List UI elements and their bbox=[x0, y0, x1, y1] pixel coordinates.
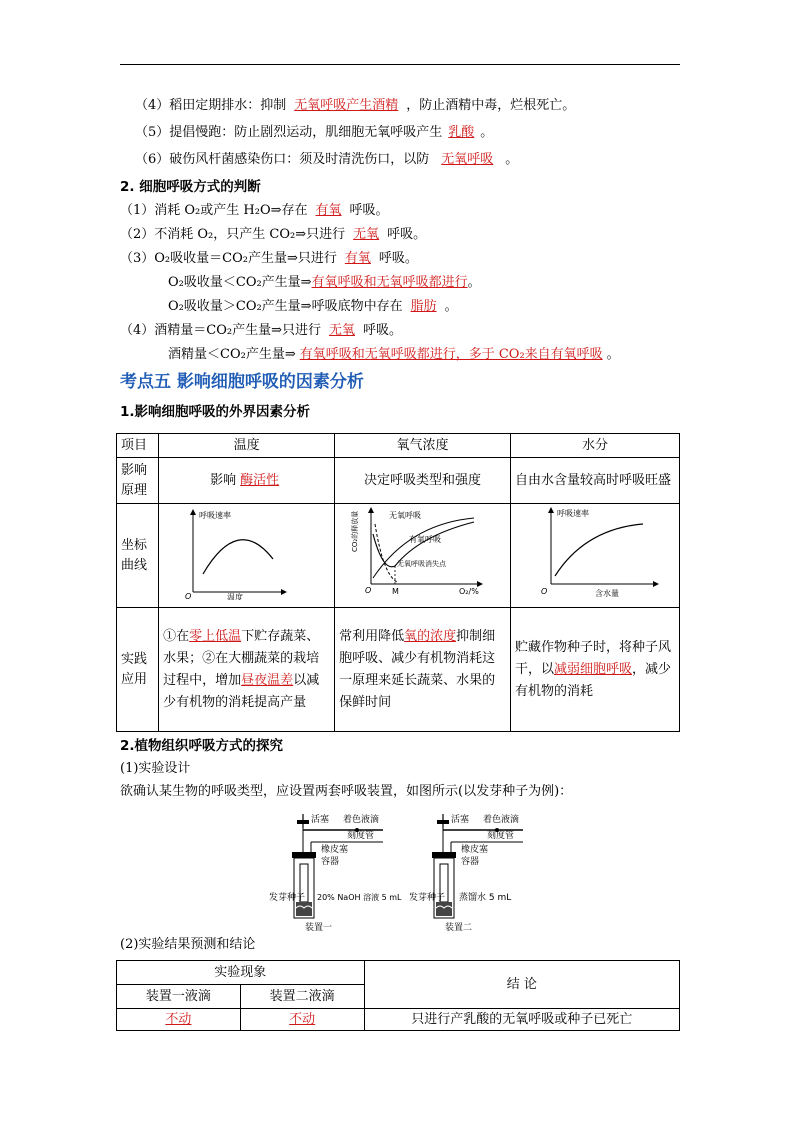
water-origin: O bbox=[540, 587, 548, 596]
temp-application: ①在零上低温下贮存蔬菜、水果；②在大棚蔬菜的栽培过程中，增加昼夜温差以减少有机物的消耗提高产量 bbox=[159, 608, 335, 732]
label-scale-tube-1: 刻度管 bbox=[347, 831, 375, 841]
label-stopper-1: 橡皮塞 bbox=[321, 845, 349, 855]
judge-item-2: （2）不消耗 O₂，只产生 CO₂⇒只进行 无氧 呼吸。 bbox=[120, 227, 427, 242]
label-container-2: 容器 bbox=[461, 857, 480, 867]
kaodian-title: 考点五 影响细胞呼吸的因素分析 bbox=[120, 372, 364, 392]
water-graph-cell bbox=[510, 504, 679, 608]
water-xlabel: 含水量 bbox=[594, 589, 619, 598]
oxygen-graph-cell bbox=[335, 504, 511, 608]
temp-origin: O bbox=[185, 592, 192, 600]
water-application: 贮藏作物种子时，将种子风干，以减弱细胞呼吸，减少有机物的消耗 bbox=[510, 608, 679, 732]
label-piston-1: 活塞 bbox=[311, 815, 330, 825]
factors-table bbox=[116, 433, 680, 732]
oxygen-origin: O bbox=[365, 586, 372, 595]
list-item-5: （5）提倡慢跑：防止剧烈运动，肌细胞无氧呼吸产生 乳酸 。 bbox=[135, 125, 494, 140]
oxygen-xmark: M bbox=[392, 587, 399, 596]
label-aerobic: 有氧呼吸 bbox=[409, 535, 442, 544]
judge-item-3c: O₂吸收量＞CO₂产生量⇒呼吸底物中存在 脂肪 。 bbox=[168, 299, 458, 314]
judge-item-3: （3）O₂吸收量＝CO₂产生量⇒只进行 有氧 呼吸。 bbox=[120, 251, 418, 266]
label-piston-2: 活塞 bbox=[451, 815, 470, 825]
temp-curve-graph bbox=[163, 504, 329, 600]
temp-graph-cell bbox=[159, 504, 335, 608]
header-device-2-droplet: 装置二液滴 bbox=[240, 985, 364, 1009]
row-label-application: 实践应用 bbox=[117, 608, 159, 732]
result-table bbox=[116, 960, 680, 1031]
header-temperature: 温度 bbox=[159, 434, 335, 458]
result-title: (2)实验结果预测和结论 bbox=[120, 937, 256, 952]
header-phenomenon: 实验现象 bbox=[117, 961, 365, 985]
label-stopper-2: 橡皮塞 bbox=[461, 845, 489, 855]
temp-ylabel: 呼吸速率 bbox=[199, 511, 232, 520]
row-label-curve: 坐标曲线 bbox=[117, 504, 159, 608]
water-ylabel: 呼吸速率 bbox=[556, 509, 589, 518]
temp-curve bbox=[203, 540, 273, 574]
oxygen-application: 常利用降低氧的浓度抑制细胞呼吸、减少有机物消耗这一原理来延长蔬菜、水果的保鲜时间 bbox=[335, 608, 511, 732]
oxygen-xlabel: O₂/% bbox=[459, 587, 479, 596]
label-naoh: 20% NaOH 溶液 5 mL bbox=[317, 893, 402, 902]
temp-xlabel: 温度 bbox=[227, 593, 244, 600]
header-oxygen: 氧气浓度 bbox=[335, 434, 511, 458]
label-container-1: 容器 bbox=[321, 857, 340, 867]
header-water: 水分 bbox=[510, 434, 679, 458]
header-device-1-droplet: 装置一液滴 bbox=[117, 985, 241, 1009]
design-text: 欲确认某生物的呼吸类型，应设置两套呼吸装置，如图所示(以发芽种子为例)： bbox=[120, 784, 573, 799]
header-rule bbox=[120, 64, 680, 65]
result-dev2: 不动 bbox=[240, 1009, 364, 1031]
water-curve bbox=[555, 524, 643, 576]
label-seeds-2: 发芽种子 bbox=[409, 893, 446, 903]
judge-item-1: （1）消耗 O₂或产生 H₂O⇒存在 有氧 呼吸。 bbox=[120, 203, 389, 218]
header-conclusion: 结 论 bbox=[364, 961, 679, 1009]
result-conclusion: 只进行产乳酸的无氧呼吸或种子已死亡 bbox=[364, 1009, 679, 1031]
header-item: 项目 bbox=[117, 434, 159, 458]
design-title: (1)实验设计 bbox=[120, 761, 191, 776]
water-curve-graph bbox=[515, 504, 675, 600]
list-item-6: （6）破伤风杆菌感染伤口：须及时清洗伤口，以防 无氧呼吸 。 bbox=[135, 152, 519, 167]
subsection-title-1: 1.影响细胞呼吸的外界因素分析 bbox=[120, 404, 311, 420]
label-water: 蒸馏水 5 mL bbox=[459, 893, 512, 903]
subsection-title-2: 2.植物组织呼吸方式的探究 bbox=[120, 738, 284, 754]
label-device-2: 装置二 bbox=[445, 923, 473, 933]
label-scale-tube-2: 刻度管 bbox=[487, 831, 515, 841]
label-droplet-1: 着色液滴 bbox=[343, 815, 380, 825]
oxygen-curve-graph bbox=[339, 504, 505, 600]
apparatus-diagram bbox=[265, 808, 555, 934]
result-dev1: 不动 bbox=[117, 1009, 241, 1031]
label-vanish-point: 无氧呼吸消失点 bbox=[397, 560, 447, 568]
water-principle: 自由水含量较高时呼吸旺盛 bbox=[510, 458, 679, 504]
label-anaerobic: 无氧呼吸 bbox=[389, 511, 422, 520]
temp-principle: 影响 酶活性 bbox=[159, 458, 335, 504]
section-title-2: 2. 细胞呼吸方式的判断 bbox=[120, 179, 261, 195]
label-device-1: 装置一 bbox=[305, 923, 333, 933]
judge-item-4: （4）酒精量＝CO₂产生量⇒只进行 无氧 呼吸。 bbox=[120, 323, 403, 338]
judge-item-4b: 酒精量＜CO₂产生量⇒ 有氧呼吸和无氧呼吸都进行，多于 CO₂来自有氧呼吸 。 bbox=[168, 347, 620, 362]
label-droplet-2: 着色液滴 bbox=[483, 815, 520, 825]
row-label-principle: 影响原理 bbox=[117, 458, 159, 504]
oxygen-principle: 决定呼吸类型和强度 bbox=[335, 458, 511, 504]
aerobic-curve bbox=[373, 518, 474, 578]
oxygen-ylabel: CO₂的释放量 bbox=[351, 510, 360, 552]
list-item-4: （4）稻田定期排水：抑制 无氧呼吸产生酒精 ，防止酒精中毒，烂根死亡。 bbox=[135, 98, 576, 113]
label-seeds-1: 发芽种子 bbox=[269, 893, 306, 903]
judge-item-3b: O₂吸收量＜CO₂产生量⇒有氧呼吸和无氧呼吸都进行。 bbox=[168, 275, 481, 290]
